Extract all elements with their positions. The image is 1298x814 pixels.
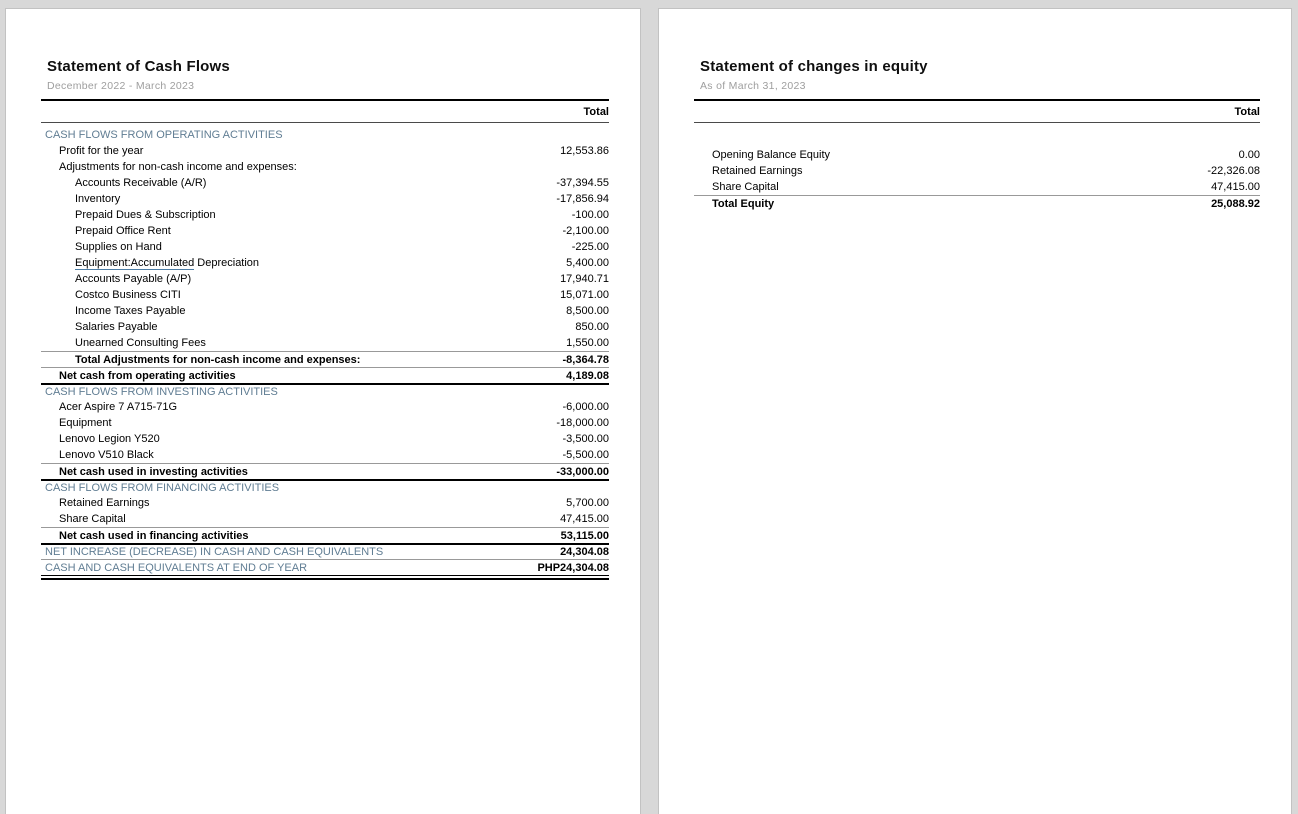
- row-label: Adjustments for non-cash income and expenses:: [59, 161, 297, 173]
- row-label: CASH FLOWS FROM OPERATING ACTIVITIES: [45, 129, 283, 141]
- row-value: -3,500.00: [562, 433, 609, 445]
- row-label: Total Equity: [712, 197, 775, 210]
- row-label: Income Taxes Payable: [75, 305, 186, 317]
- table-row: [41, 319, 609, 335]
- table-row: [41, 559, 609, 575]
- page-content: [6, 9, 640, 580]
- row-label: Accounts Receivable (A/R): [75, 177, 207, 189]
- table-row: [41, 271, 609, 287]
- row-value: 47,415.00: [560, 513, 609, 525]
- report-page-equity: [658, 8, 1292, 814]
- row-value: -6,000.00: [562, 401, 609, 413]
- row-label: Equipment:Accumulated Depreciation: [75, 257, 260, 269]
- row-label: Opening Balance Equity: [712, 149, 831, 161]
- row-label: Equipment: [59, 417, 112, 429]
- row-value: -17,856.94: [556, 193, 609, 205]
- report-title: Statement of changes in equity: [700, 58, 928, 75]
- table-row: [41, 527, 609, 543]
- row-label: Prepaid Office Rent: [75, 225, 171, 237]
- row-value: 5,400.00: [566, 257, 609, 269]
- table-row: [41, 223, 609, 239]
- table-row: [41, 191, 609, 207]
- row-value: 4,189.08: [566, 369, 609, 382]
- row-label: Costco Business CITI: [75, 289, 181, 301]
- report-page-cash-flows: [5, 8, 641, 814]
- column-header-total: Total: [41, 99, 609, 123]
- row-value: 15,071.00: [560, 289, 609, 301]
- row-label: Retained Earnings: [712, 165, 803, 177]
- table-row: [694, 179, 1260, 195]
- row-label: Acer Aspire 7 A715-71G: [59, 401, 178, 413]
- report-date-range: As of March 31, 2023: [700, 80, 806, 92]
- table-row: [41, 239, 609, 255]
- row-label: Inventory: [75, 193, 121, 205]
- row-label: Accounts Payable (A/P): [75, 273, 192, 285]
- row-label: Net cash used in investing activities: [59, 465, 248, 478]
- row-label: NET INCREASE (DECREASE) IN CASH AND CASH EQUIVALENTS: [45, 546, 384, 558]
- table-row: [41, 175, 609, 191]
- row-label: CASH FLOWS FROM INVESTING ACTIVITIES: [45, 386, 278, 398]
- row-label: Lenovo Legion Y520: [59, 433, 160, 445]
- table-row: [41, 543, 609, 559]
- table-row: [41, 207, 609, 223]
- table-row: [694, 127, 1260, 147]
- table-row: [41, 479, 609, 495]
- table-row: [41, 495, 609, 511]
- row-value: -225.00: [571, 241, 609, 253]
- table-row: [41, 447, 609, 463]
- row-label: Total Adjustments for non-cash income and expenses:: [75, 353, 361, 366]
- row-value: 47,415.00: [1211, 181, 1260, 193]
- table-row: [41, 255, 609, 271]
- table-row: [694, 195, 1260, 211]
- page-content: [659, 9, 1291, 211]
- row-value: 1,550.00: [566, 337, 609, 349]
- row-label: Retained Earnings: [59, 497, 150, 509]
- table-row: [41, 335, 609, 351]
- row-value: -33,000.00: [556, 465, 609, 478]
- table-row: [41, 511, 609, 527]
- table-row: [41, 383, 609, 399]
- table-row: [41, 463, 609, 479]
- row-label: Unearned Consulting Fees: [75, 337, 206, 349]
- row-value: 24,304.08: [560, 546, 609, 558]
- report-table-body: [694, 123, 1260, 211]
- row-value: -8,364.78: [562, 353, 609, 366]
- table-row: [694, 163, 1260, 179]
- report-date-range: December 2022 - March 2023: [47, 80, 195, 92]
- table-row: [41, 159, 609, 175]
- report-title: Statement of Cash Flows: [47, 58, 230, 75]
- table-row: [41, 367, 609, 383]
- row-value: -5,500.00: [562, 449, 609, 461]
- row-value: -18,000.00: [556, 417, 609, 429]
- row-label: CASH AND CASH EQUIVALENTS AT END OF YEAR: [45, 561, 308, 574]
- table-row: [41, 287, 609, 303]
- row-value: -2,100.00: [562, 225, 609, 237]
- row-value: 0.00: [1238, 149, 1260, 161]
- table-row: [41, 127, 609, 143]
- double-rule: [41, 575, 609, 580]
- row-value: 8,500.00: [566, 305, 609, 317]
- row-value: 12,553.86: [560, 145, 609, 157]
- table-row: [41, 399, 609, 415]
- table-row: [41, 303, 609, 319]
- row-value: -100.00: [571, 209, 609, 221]
- row-value: PHP24,304.08: [537, 561, 609, 574]
- row-value: 5,700.00: [566, 497, 609, 509]
- row-value: 850.00: [575, 321, 609, 333]
- row-label: Share Capital: [59, 513, 126, 525]
- table-row: [41, 431, 609, 447]
- row-label: Supplies on Hand: [75, 241, 162, 253]
- row-label: Prepaid Dues & Subscription: [75, 209, 216, 221]
- row-value: -22,326.08: [1207, 165, 1260, 177]
- table-row: [41, 415, 609, 431]
- row-label: Lenovo V510 Black: [59, 449, 154, 461]
- row-value: 25,088.92: [1211, 197, 1260, 210]
- column-header-total: Total: [694, 99, 1260, 123]
- table-row: [41, 351, 609, 367]
- row-label: Share Capital: [712, 181, 779, 193]
- row-label: Net cash used in financing activities: [59, 529, 249, 542]
- row-value: 17,940.71: [560, 273, 609, 285]
- account-link[interactable]: Equipment:Accumulated: [75, 257, 195, 269]
- row-value: -37,394.55: [556, 177, 609, 189]
- row-label: CASH FLOWS FROM FINANCING ACTIVITIES: [45, 482, 280, 494]
- report-table-body: [41, 123, 609, 575]
- table-row: [694, 147, 1260, 163]
- row-label: Net cash from operating activities: [59, 369, 236, 382]
- row-label: Profit for the year: [59, 145, 144, 157]
- row-value: 53,115.00: [560, 529, 609, 542]
- table-row: [41, 143, 609, 159]
- row-label: Salaries Payable: [75, 321, 158, 333]
